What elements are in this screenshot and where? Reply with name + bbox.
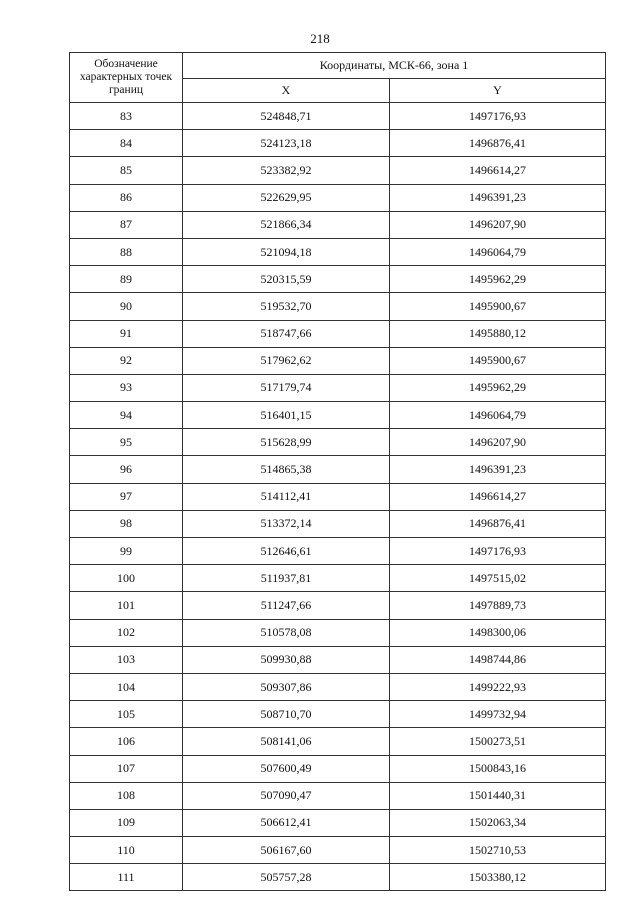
point-number-cell: 95 xyxy=(70,429,183,456)
point-number-cell: 107 xyxy=(70,755,183,782)
table-row xyxy=(70,510,606,537)
y-coordinate-cell: 1496064,79 xyxy=(390,238,606,265)
y-coordinate-cell: 1496614,27 xyxy=(390,483,606,510)
x-coordinate-cell: 511247,66 xyxy=(183,592,390,619)
point-number-cell: 106 xyxy=(70,728,183,755)
table-row xyxy=(70,538,606,565)
table-row xyxy=(70,837,606,864)
x-coordinate-cell: 514865,38 xyxy=(183,456,390,483)
table-row xyxy=(70,809,606,836)
x-coordinate-cell: 514112,41 xyxy=(183,483,390,510)
table-row xyxy=(70,565,606,592)
table-row xyxy=(70,782,606,809)
table-row xyxy=(70,483,606,510)
table-row xyxy=(70,103,606,130)
point-number-cell: 86 xyxy=(70,184,183,211)
y-coordinate-cell: 1499732,94 xyxy=(390,701,606,728)
y-coordinate-cell: 1496876,41 xyxy=(390,130,606,157)
x-coordinate-cell: 519532,70 xyxy=(183,293,390,320)
x-coordinate-cell: 509930,88 xyxy=(183,646,390,673)
x-coordinate-cell: 515628,99 xyxy=(183,429,390,456)
point-number-cell: 105 xyxy=(70,701,183,728)
y-coordinate-cell: 1496207,90 xyxy=(390,211,606,238)
table-row xyxy=(70,374,606,401)
table-row xyxy=(70,429,606,456)
point-number-cell: 111 xyxy=(70,864,183,891)
y-coordinate-cell: 1495880,12 xyxy=(390,320,606,347)
y-coordinate-cell: 1497176,93 xyxy=(390,538,606,565)
point-number-cell: 85 xyxy=(70,157,183,184)
y-coordinate-cell: 1498744,86 xyxy=(390,646,606,673)
x-coordinate-cell: 506167,60 xyxy=(183,837,390,864)
table-row xyxy=(70,130,606,157)
point-number-cell: 93 xyxy=(70,374,183,401)
x-coordinate-cell: 520315,59 xyxy=(183,266,390,293)
point-number-cell: 110 xyxy=(70,837,183,864)
table-row xyxy=(70,456,606,483)
y-coordinate-cell: 1496876,41 xyxy=(390,510,606,537)
y-coordinate-cell: 1497515,02 xyxy=(390,565,606,592)
y-coordinate-cell: 1497889,73 xyxy=(390,592,606,619)
point-number-cell: 104 xyxy=(70,673,183,700)
coordinates-system-header: Координаты, МСК-66, зона 1 xyxy=(183,53,606,79)
point-number-cell: 94 xyxy=(70,402,183,429)
y-coordinate-cell: 1500843,16 xyxy=(390,755,606,782)
table-row xyxy=(70,673,606,700)
point-number-cell: 96 xyxy=(70,456,183,483)
point-number-cell: 100 xyxy=(70,565,183,592)
y-coordinate-cell: 1496207,90 xyxy=(390,429,606,456)
x-coordinate-cell: 521094,18 xyxy=(183,238,390,265)
point-number-cell: 92 xyxy=(70,347,183,374)
y-coordinate-cell: 1500273,51 xyxy=(390,728,606,755)
point-number-cell: 102 xyxy=(70,619,183,646)
point-number-cell: 88 xyxy=(70,238,183,265)
table-body xyxy=(70,103,606,891)
y-coordinate-cell: 1495900,67 xyxy=(390,347,606,374)
y-coordinate-cell: 1495962,29 xyxy=(390,266,606,293)
point-number-cell: 83 xyxy=(70,103,183,130)
page-number: 218 xyxy=(310,31,330,46)
table-row xyxy=(70,755,606,782)
table-row xyxy=(70,293,606,320)
y-coordinate-cell: 1502710,53 xyxy=(390,837,606,864)
x-coordinate-cell: 510578,08 xyxy=(183,619,390,646)
point-number-cell: 90 xyxy=(70,293,183,320)
x-coordinate-cell: 521866,34 xyxy=(183,211,390,238)
point-designation-header: Обозначение характерных точек границ xyxy=(70,53,183,103)
table-row xyxy=(70,320,606,347)
x-coordinate-cell: 522629,95 xyxy=(183,184,390,211)
table-row xyxy=(70,619,606,646)
y-coordinate-cell: 1498300,06 xyxy=(390,619,606,646)
y-column-header: Y xyxy=(390,79,606,103)
y-coordinate-cell: 1501440,31 xyxy=(390,782,606,809)
point-number-cell: 87 xyxy=(70,211,183,238)
point-number-cell: 103 xyxy=(70,646,183,673)
x-coordinate-cell: 517179,74 xyxy=(183,374,390,401)
point-number-cell: 101 xyxy=(70,592,183,619)
x-column-header: X xyxy=(183,79,390,103)
x-coordinate-cell: 506612,41 xyxy=(183,809,390,836)
table-row xyxy=(70,592,606,619)
x-coordinate-cell: 512646,61 xyxy=(183,538,390,565)
y-coordinate-cell: 1495962,29 xyxy=(390,374,606,401)
x-coordinate-cell: 523382,92 xyxy=(183,157,390,184)
x-coordinate-cell: 507090,47 xyxy=(183,782,390,809)
table-row xyxy=(70,157,606,184)
table-row xyxy=(70,701,606,728)
x-coordinate-cell: 507600,49 xyxy=(183,755,390,782)
x-coordinate-cell: 518747,66 xyxy=(183,320,390,347)
table-header-row xyxy=(70,53,606,79)
x-coordinate-cell: 524848,71 xyxy=(183,103,390,130)
y-coordinate-cell: 1502063,34 xyxy=(390,809,606,836)
y-coordinate-cell: 1503380,12 xyxy=(390,864,606,891)
x-coordinate-cell: 508141,06 xyxy=(183,728,390,755)
coordinates-table xyxy=(69,52,606,891)
table-row xyxy=(70,238,606,265)
x-coordinate-cell: 517962,62 xyxy=(183,347,390,374)
x-coordinate-cell: 513372,14 xyxy=(183,510,390,537)
point-number-cell: 108 xyxy=(70,782,183,809)
y-coordinate-cell: 1499222,93 xyxy=(390,673,606,700)
point-number-cell: 98 xyxy=(70,510,183,537)
x-coordinate-cell: 511937,81 xyxy=(183,565,390,592)
table-row xyxy=(70,646,606,673)
table-row xyxy=(70,347,606,374)
y-coordinate-cell: 1496391,23 xyxy=(390,184,606,211)
point-number-cell: 84 xyxy=(70,130,183,157)
y-coordinate-cell: 1496391,23 xyxy=(390,456,606,483)
table-row xyxy=(70,864,606,891)
point-number-cell: 97 xyxy=(70,483,183,510)
table-row xyxy=(70,211,606,238)
x-coordinate-cell: 509307,86 xyxy=(183,673,390,700)
point-number-cell: 89 xyxy=(70,266,183,293)
point-number-cell: 99 xyxy=(70,538,183,565)
x-coordinate-cell: 524123,18 xyxy=(183,130,390,157)
x-coordinate-cell: 508710,70 xyxy=(183,701,390,728)
point-number-cell: 91 xyxy=(70,320,183,347)
point-number-cell: 109 xyxy=(70,809,183,836)
table-row xyxy=(70,728,606,755)
y-coordinate-cell: 1495900,67 xyxy=(390,293,606,320)
x-coordinate-cell: 505757,28 xyxy=(183,864,390,891)
y-coordinate-cell: 1496614,27 xyxy=(390,157,606,184)
y-coordinate-cell: 1496064,79 xyxy=(390,402,606,429)
table-row xyxy=(70,184,606,211)
y-coordinate-cell: 1497176,93 xyxy=(390,103,606,130)
table-row xyxy=(70,402,606,429)
x-coordinate-cell: 516401,15 xyxy=(183,402,390,429)
table-row xyxy=(70,266,606,293)
